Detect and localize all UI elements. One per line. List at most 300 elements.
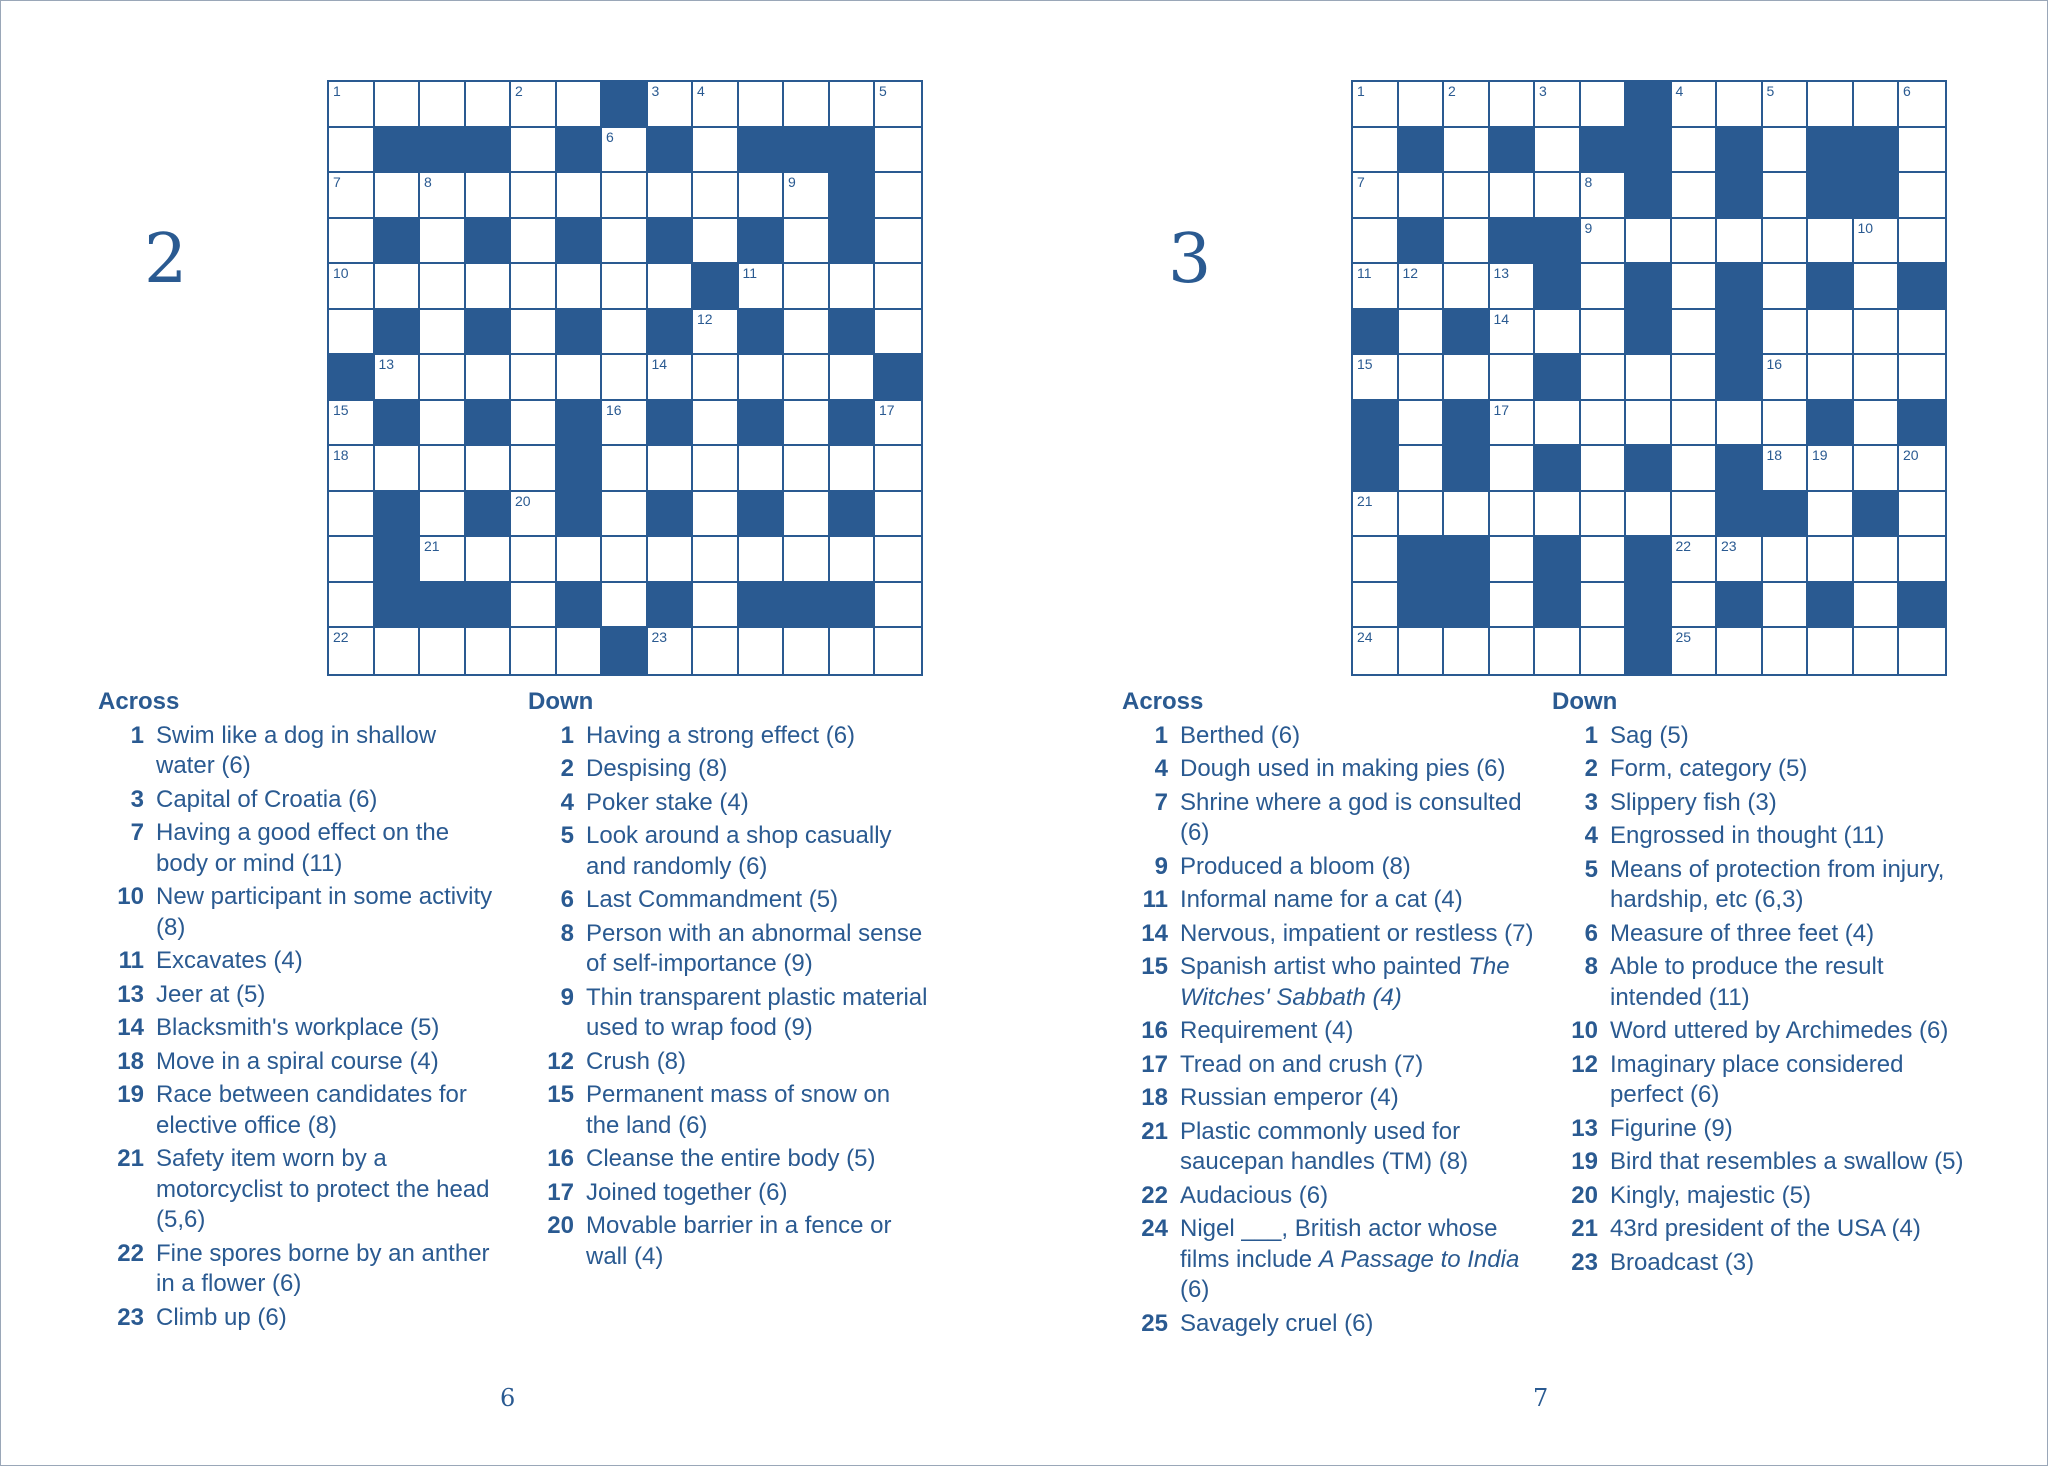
grid-cell[interactable]	[1490, 355, 1536, 401]
clue-text: Plastic commonly used for saucepan handles (TM) (8)	[1180, 1117, 1469, 1176]
grid-cell[interactable]	[784, 264, 830, 310]
grid-cell[interactable]	[1490, 492, 1536, 538]
across-clues-2	[98, 688, 498, 1336]
grid-cell[interactable]	[693, 128, 739, 174]
grid-cell[interactable]	[1581, 492, 1627, 538]
clue-text: Movable barrier in a fence or wall (4)	[586, 1212, 892, 1270]
grid-cell[interactable]	[1581, 537, 1627, 583]
grid-cell[interactable]	[602, 128, 648, 174]
grid-cell[interactable]	[739, 355, 785, 401]
grid-cell[interactable]	[1717, 82, 1763, 128]
grid-cell[interactable]	[1353, 173, 1399, 219]
grid-cell[interactable]	[1353, 583, 1399, 629]
clue-number: 8	[1584, 953, 1598, 981]
grid-cell[interactable]	[1808, 82, 1854, 128]
grid-cell-black	[1353, 446, 1399, 492]
grid-cell[interactable]	[1399, 82, 1445, 128]
grid-cell[interactable]	[1490, 264, 1536, 310]
grid-cell[interactable]	[1444, 355, 1490, 401]
grid-cell[interactable]	[739, 628, 785, 674]
grid-cell[interactable]	[784, 446, 830, 492]
grid-cell[interactable]	[1535, 82, 1581, 128]
clue-number-label: 1	[333, 83, 341, 99]
grid-cell[interactable]	[1763, 583, 1809, 629]
grid-cell[interactable]	[329, 628, 375, 674]
grid-cell[interactable]	[466, 446, 512, 492]
grid-cell[interactable]	[1899, 446, 1945, 492]
grid-cell[interactable]	[1399, 310, 1445, 356]
grid-cell-black	[1581, 128, 1627, 174]
grid-cell[interactable]	[1808, 537, 1854, 583]
grid-cell-black	[1854, 492, 1900, 538]
grid-cell[interactable]	[1353, 492, 1399, 538]
grid-cell[interactable]	[1672, 446, 1718, 492]
grid-cell[interactable]	[1444, 492, 1490, 538]
grid-cell[interactable]	[1581, 583, 1627, 629]
across-clue	[1122, 1214, 1552, 1306]
clue-number: 18	[117, 1047, 144, 1075]
grid-cell[interactable]	[875, 628, 921, 674]
grid-cell[interactable]	[1399, 492, 1445, 538]
grid-cell[interactable]	[1854, 401, 1900, 447]
grid-cell[interactable]	[830, 628, 876, 674]
grid-cell[interactable]	[1672, 173, 1718, 219]
grid-cell-black	[830, 492, 876, 538]
grid-cell[interactable]	[557, 537, 603, 583]
grid-cell[interactable]	[784, 219, 830, 265]
grid-cell-black	[1353, 401, 1399, 447]
grid-cell[interactable]	[420, 82, 466, 128]
grid-cell[interactable]	[602, 173, 648, 219]
grid-cell[interactable]	[1854, 82, 1900, 128]
grid-cell[interactable]	[1444, 128, 1490, 174]
grid-cell-black	[1535, 537, 1581, 583]
grid-cell[interactable]	[1399, 628, 1445, 674]
clue-text: Jeer at (5)	[156, 980, 266, 1008]
grid-cell[interactable]	[466, 355, 512, 401]
grid-cell[interactable]	[1672, 537, 1718, 583]
grid-cell[interactable]	[1490, 583, 1536, 629]
grid-cell[interactable]	[420, 355, 466, 401]
grid-cell[interactable]	[557, 173, 603, 219]
grid-cell[interactable]	[329, 173, 375, 219]
grid-cell[interactable]	[1854, 537, 1900, 583]
grid-cell[interactable]	[875, 492, 921, 538]
grid-cell[interactable]	[329, 264, 375, 310]
grid-cell[interactable]	[1399, 401, 1445, 447]
grid-cell-black	[693, 264, 739, 310]
grid-cell[interactable]	[648, 446, 694, 492]
clue-text: Russian emperor (4)	[1180, 1084, 1399, 1112]
grid-cell[interactable]	[329, 537, 375, 583]
clue-text: Audacious (6)	[1180, 1181, 1329, 1209]
grid-cell[interactable]	[1626, 492, 1672, 538]
clue-number: 21	[117, 1145, 144, 1173]
grid-cell[interactable]	[420, 173, 466, 219]
grid-cell[interactable]	[1899, 219, 1945, 265]
grid-cell-black	[648, 219, 694, 265]
grid-cell[interactable]	[1854, 355, 1900, 401]
grid-cell[interactable]	[1353, 82, 1399, 128]
grid-cell[interactable]	[875, 219, 921, 265]
grid-cell[interactable]	[602, 355, 648, 401]
grid-cell[interactable]	[466, 537, 512, 583]
grid-cell[interactable]	[511, 219, 557, 265]
grid-cell[interactable]	[1854, 310, 1900, 356]
grid-cell[interactable]	[1353, 537, 1399, 583]
grid-cell[interactable]	[1353, 355, 1399, 401]
grid-cell[interactable]	[1763, 310, 1809, 356]
grid-cell[interactable]	[875, 446, 921, 492]
grid-cell[interactable]	[375, 173, 421, 219]
grid-cell[interactable]	[1535, 628, 1581, 674]
grid-cell[interactable]	[830, 537, 876, 583]
grid-cell[interactable]	[693, 492, 739, 538]
grid-cell[interactable]	[511, 310, 557, 356]
grid-cell[interactable]	[420, 310, 466, 356]
clue-number-label: 19	[1812, 447, 1828, 463]
clue-text: Word uttered by Archimedes (6)	[1610, 1017, 1949, 1045]
grid-cell[interactable]	[1353, 628, 1399, 674]
grid-cell[interactable]	[1672, 492, 1718, 538]
grid-cell[interactable]	[739, 264, 785, 310]
grid-cell[interactable]	[1490, 310, 1536, 356]
grid-cell[interactable]	[739, 537, 785, 583]
grid-cell[interactable]	[1763, 355, 1809, 401]
clue-text: Safety item worn by a motorcyclist to protect the head (5,6)	[156, 1145, 490, 1234]
grid-cell[interactable]	[875, 583, 921, 629]
grid-cell[interactable]	[648, 537, 694, 583]
grid-cell[interactable]	[511, 264, 557, 310]
grid-cell[interactable]	[648, 628, 694, 674]
grid-cell[interactable]	[1535, 401, 1581, 447]
grid-cell[interactable]	[1490, 446, 1536, 492]
grid-cell[interactable]	[1763, 219, 1809, 265]
clue-number-label: 14	[1493, 310, 1510, 327]
grid-cell[interactable]	[602, 446, 648, 492]
crossword-grid-3	[1351, 80, 1947, 676]
grid-cell[interactable]	[1581, 219, 1627, 265]
across-clue	[98, 1013, 498, 1044]
clue-number-label: 10	[333, 265, 349, 281]
grid-cell[interactable]	[1899, 82, 1945, 128]
grid-cell[interactable]	[1899, 128, 1945, 174]
across-clue	[98, 882, 498, 943]
grid-cell[interactable]	[420, 628, 466, 674]
grid-cell[interactable]	[1626, 219, 1672, 265]
grid-cell[interactable]	[784, 492, 830, 538]
grid-cell[interactable]	[1808, 355, 1854, 401]
grid-cell[interactable]	[1763, 128, 1809, 174]
grid-cell[interactable]	[1854, 219, 1900, 265]
grid-cell[interactable]	[693, 219, 739, 265]
grid-cell[interactable]	[1581, 82, 1627, 128]
grid-cell[interactable]	[784, 355, 830, 401]
grid-cell[interactable]	[1581, 264, 1627, 310]
grid-cell[interactable]	[557, 355, 603, 401]
grid-cell[interactable]	[1763, 401, 1809, 447]
grid-cell[interactable]	[1444, 173, 1490, 219]
grid-cell-black	[1444, 583, 1490, 629]
grid-cell-black	[1808, 128, 1854, 174]
grid-cell[interactable]	[557, 628, 603, 674]
grid-cell[interactable]	[1899, 628, 1945, 674]
grid-cell[interactable]	[1399, 173, 1445, 219]
grid-cell[interactable]	[602, 401, 648, 447]
grid-cell[interactable]	[1490, 82, 1536, 128]
grid-cell[interactable]	[511, 355, 557, 401]
grid-cell[interactable]	[693, 355, 739, 401]
grid-cell[interactable]	[420, 537, 466, 583]
grid-cell[interactable]	[1490, 173, 1536, 219]
grid-cell[interactable]	[375, 82, 421, 128]
grid-cell-black	[830, 310, 876, 356]
grid-cell[interactable]	[1626, 355, 1672, 401]
grid-cell[interactable]	[1808, 219, 1854, 265]
grid-cell-black	[375, 492, 421, 538]
grid-cell[interactable]	[420, 219, 466, 265]
grid-cell[interactable]	[875, 82, 921, 128]
grid-cell[interactable]	[1899, 173, 1945, 219]
grid-cell[interactable]	[648, 82, 694, 128]
grid-cell[interactable]	[1626, 401, 1672, 447]
grid-cell[interactable]	[1717, 537, 1763, 583]
grid-cell[interactable]	[1353, 128, 1399, 174]
grid-cell[interactable]	[1672, 128, 1718, 174]
grid-cell[interactable]	[466, 264, 512, 310]
grid-cell[interactable]	[1672, 310, 1718, 356]
grid-cell[interactable]	[1763, 628, 1809, 674]
grid-cell[interactable]	[1535, 492, 1581, 538]
grid-cell[interactable]	[1399, 355, 1445, 401]
grid-cell[interactable]	[830, 446, 876, 492]
grid-cell[interactable]	[784, 82, 830, 128]
grid-cell[interactable]	[375, 355, 421, 401]
grid-cell[interactable]	[466, 82, 512, 128]
grid-cell[interactable]	[466, 628, 512, 674]
grid-cell[interactable]	[875, 310, 921, 356]
grid-cell[interactable]	[329, 492, 375, 538]
grid-cell[interactable]	[875, 264, 921, 310]
clue-number-label: 6	[606, 128, 614, 145]
grid-cell[interactable]	[1444, 219, 1490, 265]
grid-cell[interactable]	[375, 628, 421, 674]
clue-text: Climb up (6)	[156, 1303, 287, 1331]
grid-cell[interactable]	[1672, 401, 1718, 447]
grid-cell[interactable]	[511, 628, 557, 674]
grid-cell[interactable]	[875, 401, 921, 447]
grid-cell[interactable]	[784, 401, 830, 447]
grid-cell[interactable]	[693, 446, 739, 492]
grid-cell[interactable]	[1399, 446, 1445, 492]
grid-cell[interactable]	[1581, 173, 1627, 219]
grid-cell[interactable]	[1672, 583, 1718, 629]
grid-cell[interactable]	[511, 82, 557, 128]
grid-cell[interactable]	[511, 173, 557, 219]
grid-cell[interactable]	[1854, 628, 1900, 674]
grid-cell[interactable]	[1581, 310, 1627, 356]
grid-cell[interactable]	[1581, 355, 1627, 401]
grid-cell[interactable]	[1854, 446, 1900, 492]
grid-cell[interactable]	[329, 583, 375, 629]
grid-cell[interactable]	[739, 173, 785, 219]
grid-cell[interactable]	[1444, 82, 1490, 128]
grid-cell[interactable]	[1535, 173, 1581, 219]
grid-cell[interactable]	[1444, 628, 1490, 674]
grid-cell[interactable]	[1899, 492, 1945, 538]
grid-cell-black	[329, 355, 375, 401]
grid-cell[interactable]	[1353, 219, 1399, 265]
grid-cell[interactable]	[1854, 264, 1900, 310]
grid-cell[interactable]	[1808, 628, 1854, 674]
grid-cell[interactable]	[557, 264, 603, 310]
grid-cell[interactable]	[1717, 401, 1763, 447]
grid-cell[interactable]	[1854, 583, 1900, 629]
grid-cell[interactable]	[1763, 446, 1809, 492]
grid-cell[interactable]	[375, 446, 421, 492]
across-clue	[98, 1080, 498, 1141]
clue-number-label: 15	[333, 401, 349, 418]
down-clue	[528, 1144, 928, 1175]
down-clue	[528, 754, 928, 785]
grid-cell[interactable]	[875, 128, 921, 174]
grid-cell[interactable]	[784, 310, 830, 356]
grid-cell[interactable]	[329, 446, 375, 492]
grid-cell[interactable]	[1490, 628, 1536, 674]
grid-cell-black	[1535, 355, 1581, 401]
grid-cell[interactable]	[602, 492, 648, 538]
grid-cell[interactable]	[1672, 219, 1718, 265]
grid-cell[interactable]	[693, 82, 739, 128]
across-clue	[1122, 885, 1552, 916]
grid-cell[interactable]	[511, 492, 557, 538]
crossword-grid-2	[327, 80, 923, 676]
clue-text: Fine spores borne by an anther in a flower (6)	[156, 1239, 490, 1298]
down-clues-2	[528, 688, 928, 1275]
grid-cell[interactable]	[1672, 82, 1718, 128]
clue-number: 9	[560, 983, 574, 1011]
grid-cell[interactable]	[1899, 537, 1945, 583]
clue-number-label: 20	[515, 492, 531, 509]
grid-cell-black	[1717, 492, 1763, 538]
clue-text: Permanent mass of snow on the land (6)	[586, 1081, 891, 1139]
grid-cell[interactable]	[1581, 446, 1627, 492]
clue-number: 19	[117, 1081, 144, 1109]
grid-cell[interactable]	[602, 583, 648, 629]
grid-cell[interactable]	[693, 310, 739, 356]
grid-cell[interactable]	[602, 264, 648, 310]
grid-cell[interactable]	[329, 82, 375, 128]
grid-cell[interactable]	[1581, 401, 1627, 447]
grid-cell[interactable]	[693, 583, 739, 629]
grid-cell[interactable]	[1490, 537, 1536, 583]
grid-cell[interactable]	[602, 537, 648, 583]
grid-cell[interactable]	[466, 173, 512, 219]
grid-cell[interactable]	[511, 537, 557, 583]
grid-cell[interactable]	[420, 264, 466, 310]
grid-cell[interactable]	[784, 173, 830, 219]
grid-cell[interactable]	[693, 628, 739, 674]
grid-cell-black	[875, 355, 921, 401]
grid-cell[interactable]	[739, 82, 785, 128]
grid-cell[interactable]	[1490, 401, 1536, 447]
grid-cell[interactable]	[784, 628, 830, 674]
grid-cell[interactable]	[830, 82, 876, 128]
grid-cell[interactable]	[1808, 492, 1854, 538]
grid-cell[interactable]	[648, 355, 694, 401]
grid-cell-black	[1626, 537, 1672, 583]
grid-cell[interactable]	[1808, 446, 1854, 492]
grid-cell[interactable]	[329, 401, 375, 447]
grid-cell[interactable]	[1763, 173, 1809, 219]
grid-cell[interactable]	[602, 310, 648, 356]
grid-cell[interactable]	[1535, 310, 1581, 356]
grid-cell[interactable]	[511, 583, 557, 629]
grid-cell[interactable]	[1672, 355, 1718, 401]
grid-cell[interactable]	[830, 355, 876, 401]
grid-cell[interactable]	[693, 537, 739, 583]
grid-cell[interactable]	[648, 264, 694, 310]
grid-cell[interactable]	[693, 173, 739, 219]
grid-cell[interactable]	[420, 446, 466, 492]
grid-cell[interactable]	[1899, 355, 1945, 401]
grid-cell[interactable]	[1717, 628, 1763, 674]
clue-text: Broadcast (3)	[1610, 1248, 1755, 1276]
grid-cell[interactable]	[1763, 82, 1809, 128]
grid-cell[interactable]	[511, 446, 557, 492]
grid-cell[interactable]	[1581, 628, 1627, 674]
down-heading: Down	[1552, 688, 1618, 715]
clue-number: 10	[117, 883, 144, 911]
grid-cell[interactable]	[693, 401, 739, 447]
clue-number-label: 20	[1903, 447, 1919, 463]
grid-cell[interactable]	[557, 82, 603, 128]
grid-cell[interactable]	[375, 264, 421, 310]
grid-cell[interactable]	[1672, 628, 1718, 674]
clue-number: 5	[1584, 855, 1598, 883]
grid-cell-black	[375, 219, 421, 265]
grid-cell[interactable]	[1535, 128, 1581, 174]
grid-cell[interactable]	[420, 492, 466, 538]
grid-cell[interactable]	[1899, 310, 1945, 356]
grid-cell[interactable]	[1399, 264, 1445, 310]
grid-cell[interactable]	[648, 173, 694, 219]
grid-cell-black	[739, 128, 785, 174]
grid-cell[interactable]	[1717, 219, 1763, 265]
grid-cell[interactable]	[1672, 264, 1718, 310]
grid-cell[interactable]	[1763, 264, 1809, 310]
grid-cell[interactable]	[784, 537, 830, 583]
grid-cell[interactable]	[1353, 264, 1399, 310]
grid-cell[interactable]	[1444, 264, 1490, 310]
grid-cell[interactable]	[830, 264, 876, 310]
grid-cell[interactable]	[875, 173, 921, 219]
grid-cell[interactable]	[329, 128, 375, 174]
grid-cell[interactable]	[602, 219, 648, 265]
grid-cell[interactable]	[420, 401, 466, 447]
grid-cell[interactable]	[329, 310, 375, 356]
grid-cell[interactable]	[511, 128, 557, 174]
grid-cell-black	[1763, 492, 1809, 538]
grid-cell[interactable]	[1763, 537, 1809, 583]
page-folio-6: 6	[500, 1384, 516, 1412]
grid-cell[interactable]	[875, 537, 921, 583]
grid-cell[interactable]	[739, 446, 785, 492]
grid-cell[interactable]	[329, 219, 375, 265]
grid-cell[interactable]	[1808, 310, 1854, 356]
grid-cell[interactable]	[511, 401, 557, 447]
clue-number: 8	[560, 919, 574, 947]
